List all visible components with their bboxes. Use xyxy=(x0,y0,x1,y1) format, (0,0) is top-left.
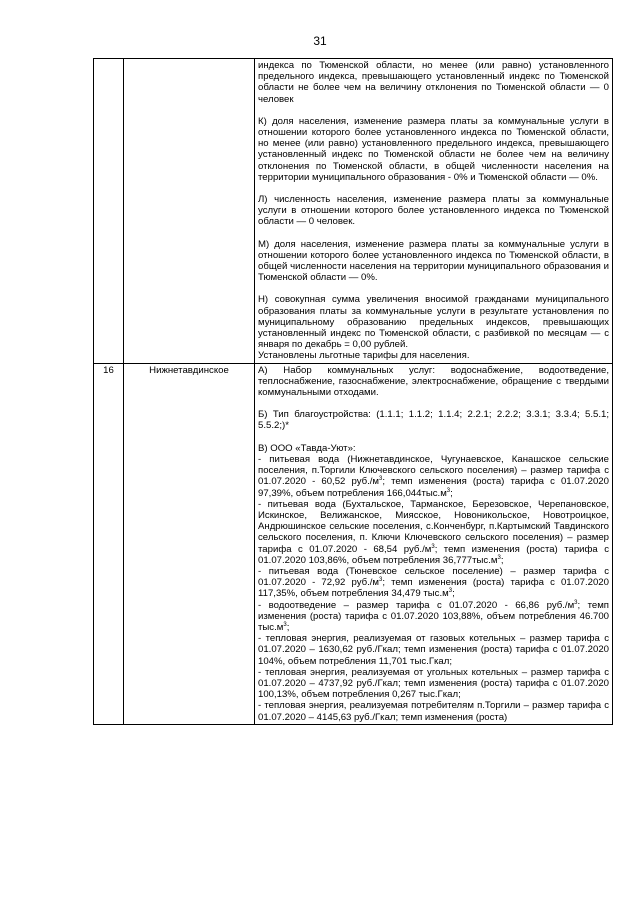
table-row-continued xyxy=(94,59,613,364)
unit-superscript: 3 xyxy=(379,476,383,483)
table-row-16 xyxy=(94,363,613,724)
tariff-item-text: - водоотведение – размер тарифа с 01.07.2020 - 66,86 руб./м xyxy=(258,599,575,611)
page-number: 31 xyxy=(313,34,327,48)
cell-municipality-empty xyxy=(124,59,255,364)
unit-superscript: 3 xyxy=(574,599,578,606)
unit-superscript: 3 xyxy=(379,576,383,583)
tariff-items-list xyxy=(258,454,609,723)
tariff-item xyxy=(258,600,609,634)
paragraph-n-note: Установлены льготные тарифы для населения. xyxy=(258,350,470,362)
unit-superscript: 3 xyxy=(497,554,501,561)
tariff-item xyxy=(258,499,609,566)
tariff-item-text: - питьевая вода (Тюневское сельское поселение) – размер тарифа с 01.07.2020 - 72,92 руб./м xyxy=(258,565,609,589)
paragraph-l: Л) численность населения, изменение размера платы за коммунальные услуги в отношении которого более установленного индекса по Тюменской области — 0 человек. xyxy=(258,194,609,228)
tariff-item-text: ; темп изменения (роста) тарифа с 01.07.2020 117,35%, объем потребления 34,479 тыс.м xyxy=(258,577,609,600)
tariff-item-text: - питьевая вода (Бухтальское, Тарманское, Березовское, Черепановское, Искинское, Велижанское, Миясское, Новоникольское, Новотроицкое, Андрюшинское сельские поселения, с.Конченбург, п.Картымский Тавдинского сельского поселения, п. Ключи Ключевского сельского поселения) – размер тарифа с 01.07.2020 - 68,54 руб./м xyxy=(258,498,609,555)
tariff-item-text: - тепловая энергия, реализуемая от угольных котельных – размер тарифа с 01.07.2020 – 4737,92 руб./Гкал; темп изменения (роста) тарифа с 01.07.2020 100,13%, объем потребления 0,267 тыс.Гкал; xyxy=(258,666,609,701)
tariff-item-text: - тепловая энергия, реализуемая от газовых котельных – размер тарифа с 01.07.2020 – 1630,62 руб./Гкал; темп изменения (роста) тарифа с 01.07.2020 104%, объем потребления 11,701 тыс.Гкал; xyxy=(258,633,609,667)
cell-number-empty xyxy=(94,59,124,364)
tariff-item-text: ; xyxy=(450,487,453,499)
tariff-item-text: ; xyxy=(452,588,455,600)
tariff-item xyxy=(258,700,609,722)
tariff-item-text: ; xyxy=(286,621,290,633)
tariff-item-text: ; темп изменения (роста) тарифа с 01.07.2020 103,88%, объем потребления 46.700 тыс.м xyxy=(258,599,610,633)
tariff-item-text: - питьевая вода (Нижнетавдинское, Чугунаевское, Канашское сельские поселения, п.Торгили Ключевского сельского поселения) – размер тарифа с 01.07.2020 - 60,52 руб./м xyxy=(258,453,609,488)
cell-content-16 xyxy=(255,363,613,724)
unit-superscript: 3 xyxy=(448,588,453,595)
tariff-table xyxy=(93,58,613,725)
tariff-item-text: ; темп изменения (роста) тарифа с 01.07.2020 103,86%, объем потребления 36,777тыс.м xyxy=(258,543,609,566)
cell-content-continued xyxy=(255,59,613,364)
tariff-item-text: ; темп изменения (роста) тарифа с 01.07.2020 97,39%, объем потребления 166,044тыс.м xyxy=(258,476,609,499)
tariff-item xyxy=(258,633,609,667)
unit-superscript: 3 xyxy=(431,543,435,550)
municipality-name: Нижнетавдинское xyxy=(124,363,255,724)
tariff-item-text: - тепловая энергия, реализуемая потребителям п.Торгили – размер тарифа с 01.07.2020 – 4145,63 руб./Гкал; темп изменения (роста) xyxy=(258,700,609,723)
unit-superscript: 3 xyxy=(283,621,287,628)
paragraph-b: Б) Тип благоустройства: (1.1.1; 1.1.2; 1.1.4; 2.2.1; 2.2.2; 3.3.1; 3.3.4; 5.5.1; 5.5.2;)* xyxy=(258,409,609,432)
unit-superscript: 3 xyxy=(446,487,451,494)
paragraph-v-title: В) ООО «Тавда-Уют»: xyxy=(258,442,356,454)
tariff-item xyxy=(258,667,609,701)
paragraph-a: А) Набор коммунальных услуг: водоснабжение, водоотведение, теплоснабжение, газоснабжение, электроснабжение, обращение с твердыми коммунальными отходами. xyxy=(258,364,609,399)
tariff-item xyxy=(258,566,609,600)
tariff-item-text: ; xyxy=(500,554,504,566)
paragraph-n: Н) совокупная сумма увеличения вносимой гражданами муниципального образования платы за коммунальные услуги в результате установления по муниципальному образованию предельных индексов, превышающих установленный индекс по Тюменской области, с разбивкой по месяцам — с января по декабрь = 0,00 рублей. xyxy=(258,294,609,351)
paragraph-m: М) доля населения, изменение размера платы за коммунальные услуги в отношении которого более установленного индекса по Тюменской области, в общей численности населения на территории муниципального образования и Тюменской области — 0%. xyxy=(258,238,609,284)
paragraph-k: К) доля населения, изменение размера платы за коммунальные услуги в отношении которого более установленного индекса по Тюменской области, но менее (или равно) установленного предельного индекса, превышающего установленный индекс по Тюменской области не более чем на величину отклонения по Тюменской области, в общей численности населения на территории муниципального образования - 0% и Тюменской области — 0%. xyxy=(258,115,609,183)
tariff-item xyxy=(258,454,609,499)
paragraph-j-tail: индекса по Тюменской области, но менее (или равно) установленного предельного индекса, превышающего установленный индекс по Тюменской области не более чем на величину отклонения по Тюменской области — 0 человек xyxy=(258,60,609,105)
row-number: 16 xyxy=(94,363,124,724)
